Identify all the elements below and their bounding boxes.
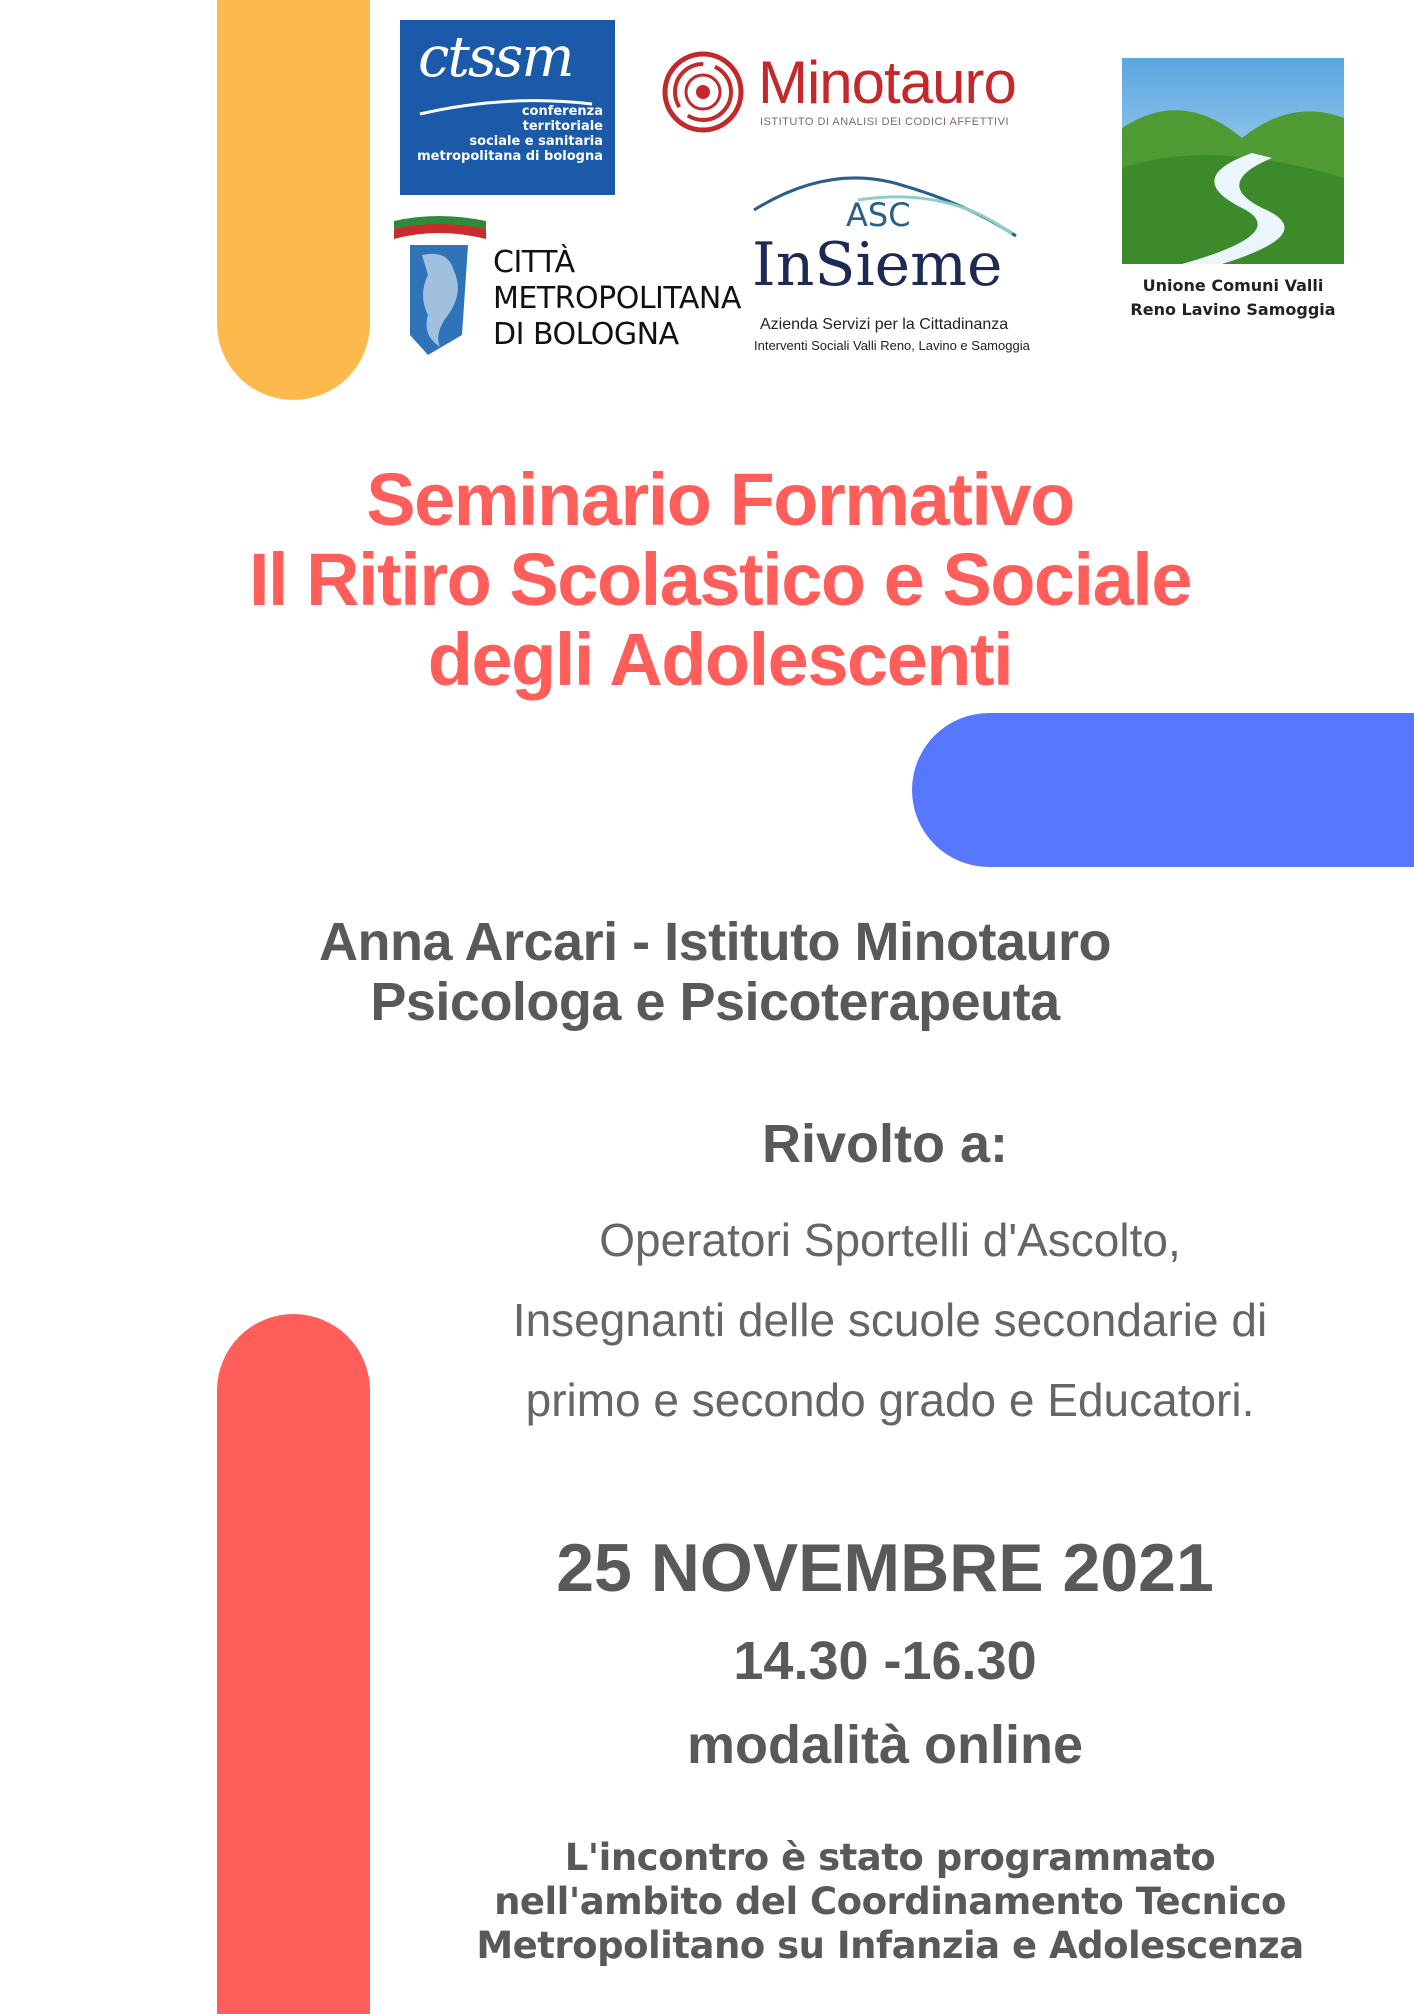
speaker-line: Anna Arcari - Istituto Minotauro [319,912,1111,972]
asc-tag: ASC [846,196,911,234]
asc-subtitle-secondary: Interventi Sociali Valli Reno, Lavino e Samoggia [754,338,1030,353]
unione-line: Unione Comuni Valli [1142,276,1324,295]
event-date: 25 NOVEMBRE 2021 [556,1530,1214,1606]
decorative-red-bar [217,1314,370,2014]
ctssm-line: metropolitana di bologna [417,149,603,164]
audience-description [415,1200,1365,1440]
audience-heading: Rivolto a: [761,1114,1008,1174]
footer-line: L'incontro è stato programmato [564,1836,1216,1879]
footer-line: nell'ambito del Coordinamento Tecnico [494,1880,1286,1923]
title-line: degli Adolescenti [427,618,1013,701]
footer-note [420,1836,1360,1968]
unione-comuni-logo [1122,58,1344,336]
citta-line: CITTÀ [493,245,575,280]
audience-line: Insegnanti delle scuole secondarie di [512,1294,1268,1346]
unione-caption [1112,274,1354,322]
lion-banner-icon [388,215,493,365]
minotauro-subtitle: ISTITUTO DI ANALISI DEI CODICI AFFETTIVI [760,116,1009,128]
ctssm-line: conferenza [521,104,603,119]
ctssm-line: sociale e sanitaria [469,134,603,149]
unione-line: Reno Lavino Samoggia [1130,300,1336,319]
asc-insieme-logo [748,170,1030,370]
citta-line: DI BOLOGNA [493,317,679,352]
minotauro-emblem-icon [658,48,753,138]
event-mode: modalità online [686,1715,1084,1775]
valley-river-icon [1122,58,1344,264]
event-time: 14.30 -16.30 [733,1631,1037,1691]
speaker-line: Psicologa e Psicoterapeuta [370,972,1060,1032]
title-line: Seminario Formativo [366,458,1074,541]
seminar-title [140,460,1300,700]
asc-name: InSieme [752,230,1003,300]
decorative-blue-pill [912,713,1414,867]
citta-line: METROPOLITANA [493,281,741,316]
minotauro-name: Minotauro [758,49,1016,116]
citta-name [493,245,741,353]
ctssm-swoosh-icon [416,90,596,120]
audience-line: primo e secondo grado e Educatori. [525,1374,1255,1426]
audience-line: Operatori Sportelli d'Ascolto, [599,1214,1181,1266]
speaker-info [200,912,1230,1032]
minotauro-logo [658,48,1038,138]
citta-metropolitana-logo [388,215,741,365]
title-line: Il Ritiro Scolastico e Sociale [248,538,1191,621]
asc-subtitle: Azienda Servizi per la Cittadinanza [760,316,1009,333]
ctssm-logo [400,20,615,195]
ctssm-line: territoriale [522,119,603,134]
decorative-yellow-bar [217,0,370,400]
ctssm-logo-mark: ctssm [418,25,573,90]
footer-line: Metropolitano su Infanzia e Adolescenza [476,1924,1304,1967]
